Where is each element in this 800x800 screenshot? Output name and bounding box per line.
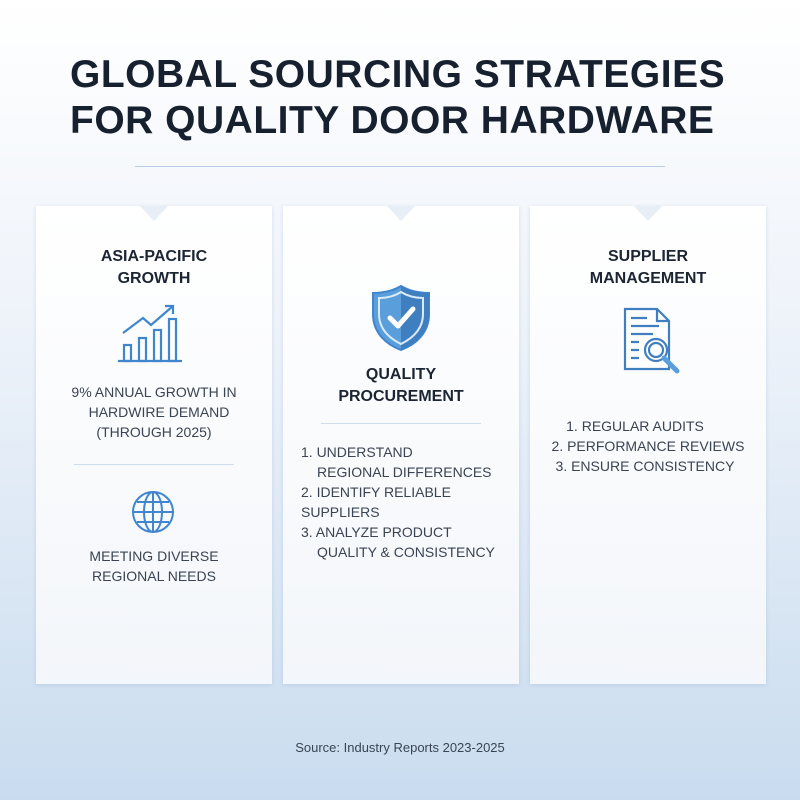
source-note: Source: Industry Reports 2023-2025 bbox=[295, 740, 505, 755]
supplier-list: 1. REGULAR AUDITS 2. PERFORMANCE REVIEWS 3. ENSURE CONSISTENCY bbox=[551, 418, 745, 474]
card-supplier-management bbox=[530, 206, 766, 684]
card-divider bbox=[74, 464, 234, 465]
procurement-list: 1. UNDERSTAND REGIONAL DIFFERENCES 2. IDENTIFY RELIABLE SUPPLIERS 3. ANALYZE PRODUCT QUALITY & CONSISTENCY bbox=[301, 444, 495, 560]
card-heading: ASIA-PACIFIC GROWTH bbox=[100, 248, 208, 287]
regional-needs-note: MEETING DIVERSE REGIONAL NEEDS bbox=[89, 548, 219, 584]
card-heading: QUALITY PROCUREMENT bbox=[338, 366, 464, 405]
card-quality-procurement bbox=[283, 206, 519, 684]
title-line-1: GLOBAL SOURCING STRATEGIES bbox=[70, 53, 726, 96]
card-heading: SUPPLIER MANAGEMENT bbox=[589, 248, 707, 287]
card-asia-pacific-growth bbox=[36, 206, 272, 684]
bar-chart-growth-icon bbox=[118, 301, 184, 363]
growth-stat: 9% ANNUAL GROWTH IN HARDWIRE DEMAND (THROUGH 2025) bbox=[71, 384, 237, 440]
document-search-icon bbox=[622, 306, 686, 376]
globe-icon bbox=[131, 490, 175, 534]
title-line-2: FOR QUALITY DOOR HARDWARE bbox=[70, 99, 715, 142]
shield-check-icon bbox=[371, 284, 431, 352]
card-divider bbox=[321, 423, 481, 424]
page-title bbox=[70, 52, 725, 144]
divider bbox=[135, 166, 665, 167]
